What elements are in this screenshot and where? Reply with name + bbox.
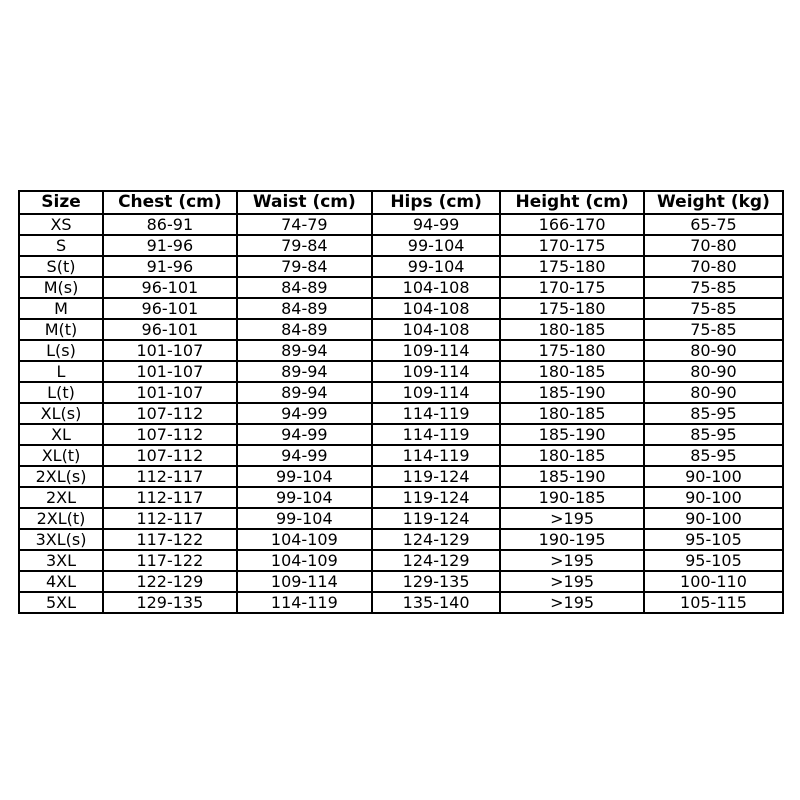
value-cell: 175-180 bbox=[500, 298, 644, 319]
value-cell: 104-108 bbox=[372, 319, 500, 340]
value-cell: 104-108 bbox=[372, 277, 500, 298]
value-cell: 107-112 bbox=[103, 424, 237, 445]
size-cell: M bbox=[19, 298, 103, 319]
table-row bbox=[19, 550, 783, 571]
value-cell: 99-104 bbox=[372, 256, 500, 277]
size-cell: L(s) bbox=[19, 340, 103, 361]
value-cell: 107-112 bbox=[103, 445, 237, 466]
value-cell: 84-89 bbox=[237, 298, 372, 319]
value-cell: 86-91 bbox=[103, 214, 237, 235]
value-cell: 112-117 bbox=[103, 508, 237, 529]
header-row bbox=[19, 191, 783, 214]
value-cell: 94-99 bbox=[237, 403, 372, 424]
value-cell: 90-100 bbox=[644, 508, 783, 529]
size-cell: M(s) bbox=[19, 277, 103, 298]
value-cell: 129-135 bbox=[103, 592, 237, 613]
value-cell: 74-79 bbox=[237, 214, 372, 235]
value-cell: 84-89 bbox=[237, 319, 372, 340]
size-cell: 2XL(t) bbox=[19, 508, 103, 529]
value-cell: >195 bbox=[500, 571, 644, 592]
value-cell: 96-101 bbox=[103, 277, 237, 298]
table-row bbox=[19, 445, 783, 466]
value-cell: 85-95 bbox=[644, 445, 783, 466]
table-row bbox=[19, 214, 783, 235]
value-cell: 109-114 bbox=[372, 361, 500, 382]
value-cell: 89-94 bbox=[237, 340, 372, 361]
value-cell: 112-117 bbox=[103, 466, 237, 487]
value-cell: 75-85 bbox=[644, 298, 783, 319]
table-row bbox=[19, 361, 783, 382]
value-cell: 75-85 bbox=[644, 277, 783, 298]
table-row bbox=[19, 382, 783, 403]
size-chart-table bbox=[18, 190, 784, 614]
value-cell: 122-129 bbox=[103, 571, 237, 592]
table-row bbox=[19, 424, 783, 445]
value-cell: 180-185 bbox=[500, 319, 644, 340]
column-header-weight-kg: Weight (kg) bbox=[644, 191, 783, 214]
value-cell: 91-96 bbox=[103, 235, 237, 256]
value-cell: 94-99 bbox=[237, 445, 372, 466]
value-cell: 101-107 bbox=[103, 340, 237, 361]
value-cell: 85-95 bbox=[644, 424, 783, 445]
table-row bbox=[19, 277, 783, 298]
table-row bbox=[19, 298, 783, 319]
value-cell: 190-185 bbox=[500, 487, 644, 508]
value-cell: 80-90 bbox=[644, 340, 783, 361]
value-cell: 185-190 bbox=[500, 382, 644, 403]
value-cell: 99-104 bbox=[237, 508, 372, 529]
table-row bbox=[19, 256, 783, 277]
value-cell: 80-90 bbox=[644, 361, 783, 382]
value-cell: 180-185 bbox=[500, 445, 644, 466]
value-cell: 185-190 bbox=[500, 424, 644, 445]
value-cell: 180-185 bbox=[500, 403, 644, 424]
value-cell: 95-105 bbox=[644, 550, 783, 571]
size-cell: L bbox=[19, 361, 103, 382]
column-header-height-cm: Height (cm) bbox=[500, 191, 644, 214]
value-cell: 94-99 bbox=[372, 214, 500, 235]
value-cell: 114-119 bbox=[372, 424, 500, 445]
value-cell: 170-175 bbox=[500, 235, 644, 256]
size-cell: XL(t) bbox=[19, 445, 103, 466]
table-row bbox=[19, 571, 783, 592]
table-row bbox=[19, 529, 783, 550]
value-cell: 79-84 bbox=[237, 256, 372, 277]
value-cell: 107-112 bbox=[103, 403, 237, 424]
value-cell: 170-175 bbox=[500, 277, 644, 298]
value-cell: 190-195 bbox=[500, 529, 644, 550]
value-cell: 105-115 bbox=[644, 592, 783, 613]
value-cell: 99-104 bbox=[372, 235, 500, 256]
value-cell: 112-117 bbox=[103, 487, 237, 508]
column-header-waist-cm: Waist (cm) bbox=[237, 191, 372, 214]
value-cell: 175-180 bbox=[500, 256, 644, 277]
table-row bbox=[19, 466, 783, 487]
value-cell: 109-114 bbox=[237, 571, 372, 592]
value-cell: 119-124 bbox=[372, 466, 500, 487]
value-cell: 94-99 bbox=[237, 424, 372, 445]
size-cell: S bbox=[19, 235, 103, 256]
value-cell: 104-109 bbox=[237, 529, 372, 550]
size-cell: 3XL bbox=[19, 550, 103, 571]
table-row bbox=[19, 487, 783, 508]
column-header-size: Size bbox=[19, 191, 103, 214]
value-cell: 114-119 bbox=[372, 403, 500, 424]
value-cell: 80-90 bbox=[644, 382, 783, 403]
value-cell: 79-84 bbox=[237, 235, 372, 256]
value-cell: 114-119 bbox=[237, 592, 372, 613]
value-cell: 104-108 bbox=[372, 298, 500, 319]
value-cell: 119-124 bbox=[372, 508, 500, 529]
value-cell: 90-100 bbox=[644, 466, 783, 487]
table-row bbox=[19, 592, 783, 613]
value-cell: 119-124 bbox=[372, 487, 500, 508]
size-chart-container bbox=[18, 190, 784, 614]
value-cell: 117-122 bbox=[103, 529, 237, 550]
value-cell: 85-95 bbox=[644, 403, 783, 424]
value-cell: 129-135 bbox=[372, 571, 500, 592]
size-cell: S(t) bbox=[19, 256, 103, 277]
value-cell: 70-80 bbox=[644, 235, 783, 256]
value-cell: 101-107 bbox=[103, 382, 237, 403]
value-cell: 91-96 bbox=[103, 256, 237, 277]
table-row bbox=[19, 319, 783, 340]
table-header bbox=[19, 191, 783, 214]
table-row bbox=[19, 508, 783, 529]
value-cell: 95-105 bbox=[644, 529, 783, 550]
column-header-hips-cm: Hips (cm) bbox=[372, 191, 500, 214]
size-cell: XL bbox=[19, 424, 103, 445]
table-body bbox=[19, 214, 783, 613]
value-cell: 75-85 bbox=[644, 319, 783, 340]
value-cell: 70-80 bbox=[644, 256, 783, 277]
value-cell: 104-109 bbox=[237, 550, 372, 571]
value-cell: 117-122 bbox=[103, 550, 237, 571]
value-cell: 89-94 bbox=[237, 382, 372, 403]
size-cell: 3XL(s) bbox=[19, 529, 103, 550]
value-cell: 175-180 bbox=[500, 340, 644, 361]
value-cell: >195 bbox=[500, 508, 644, 529]
value-cell: 96-101 bbox=[103, 319, 237, 340]
value-cell: 124-129 bbox=[372, 550, 500, 571]
value-cell: 90-100 bbox=[644, 487, 783, 508]
value-cell: 99-104 bbox=[237, 466, 372, 487]
value-cell: 100-110 bbox=[644, 571, 783, 592]
value-cell: 96-101 bbox=[103, 298, 237, 319]
size-cell: L(t) bbox=[19, 382, 103, 403]
value-cell: >195 bbox=[500, 550, 644, 571]
value-cell: >195 bbox=[500, 592, 644, 613]
value-cell: 101-107 bbox=[103, 361, 237, 382]
value-cell: 109-114 bbox=[372, 382, 500, 403]
size-cell: 2XL(s) bbox=[19, 466, 103, 487]
value-cell: 166-170 bbox=[500, 214, 644, 235]
value-cell: 109-114 bbox=[372, 340, 500, 361]
value-cell: 65-75 bbox=[644, 214, 783, 235]
value-cell: 114-119 bbox=[372, 445, 500, 466]
column-header-chest-cm: Chest (cm) bbox=[103, 191, 237, 214]
size-cell: 4XL bbox=[19, 571, 103, 592]
table-row bbox=[19, 235, 783, 256]
size-cell: XS bbox=[19, 214, 103, 235]
value-cell: 180-185 bbox=[500, 361, 644, 382]
value-cell: 84-89 bbox=[237, 277, 372, 298]
value-cell: 135-140 bbox=[372, 592, 500, 613]
value-cell: 99-104 bbox=[237, 487, 372, 508]
value-cell: 185-190 bbox=[500, 466, 644, 487]
table-row bbox=[19, 403, 783, 424]
size-cell: 2XL bbox=[19, 487, 103, 508]
value-cell: 89-94 bbox=[237, 361, 372, 382]
size-cell: M(t) bbox=[19, 319, 103, 340]
table-row bbox=[19, 340, 783, 361]
size-cell: XL(s) bbox=[19, 403, 103, 424]
size-cell: 5XL bbox=[19, 592, 103, 613]
value-cell: 124-129 bbox=[372, 529, 500, 550]
